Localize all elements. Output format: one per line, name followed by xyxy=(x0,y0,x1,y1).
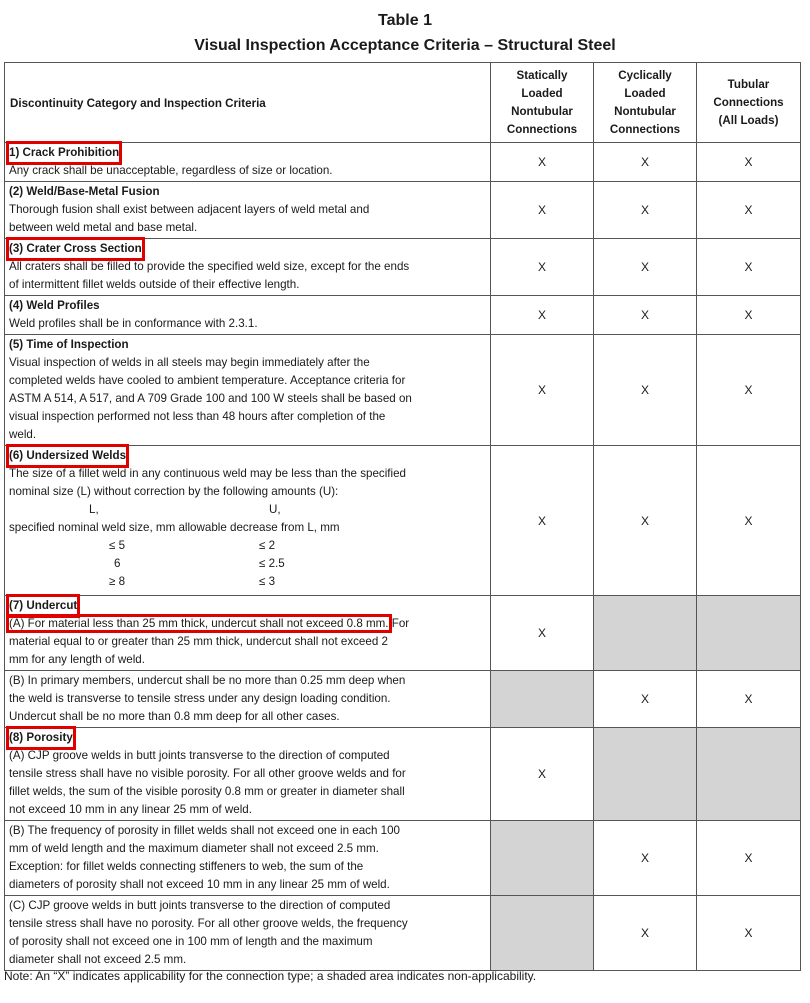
table-row xyxy=(5,671,801,728)
row-heading: (6) Undersized Welds xyxy=(9,447,126,465)
table-row xyxy=(5,896,801,971)
criteria-text: Connections xyxy=(506,122,578,136)
table-row xyxy=(5,821,801,896)
criteria-text: diameters of porosity shall not exceed 10 mm in any linear 25 mm of weld. xyxy=(9,878,390,891)
criteria-text: (B) The frequency of porosity in fillet welds shall not exceed one in each 100 xyxy=(9,824,400,837)
criteria-text: mm of weld length and the maximum diameter shall not exceed 2.5 mm. xyxy=(9,842,379,855)
applicability-mark: X xyxy=(594,671,697,728)
criteria-text: The size of a fillet weld in any continuous weld may be less than the specified xyxy=(9,467,406,480)
criteria-text: material equal to or greater than 25 mm thick, undercut shall not exceed 2 xyxy=(9,635,388,648)
not-applicable-cell xyxy=(491,821,594,896)
criteria-text: Nontubular xyxy=(614,104,676,118)
not-applicable-cell xyxy=(594,596,697,671)
table-row xyxy=(5,296,801,335)
criteria-text: Exception: for fillet welds connecting stiffeners to web, the sum of the xyxy=(9,860,364,873)
criteria-cell xyxy=(5,143,491,182)
criteria-text: tensile stress shall have no visible porosity. For all other groove welds and for xyxy=(9,767,406,780)
applicability-mark: X xyxy=(697,239,801,296)
criteria-cell xyxy=(5,182,491,239)
applicability-mark: X xyxy=(697,143,801,182)
applicability-mark: X xyxy=(594,896,697,971)
row-heading: (2) Weld/Base-Metal Fusion xyxy=(9,185,160,198)
criteria-text: Any crack shall be unacceptable, regardless of size or location. xyxy=(9,164,333,177)
table-note: Note: An “X” indicates applicability for the connection type; a shaded area indicates non-applicability. xyxy=(4,969,537,983)
row-heading: (8) Porosity xyxy=(9,729,73,747)
criteria-cell xyxy=(5,896,491,971)
applicability-mark: X xyxy=(697,182,801,239)
applicability-mark: X xyxy=(594,182,697,239)
header-cyclic xyxy=(594,63,697,143)
criteria-text: nominal size (L) without correction by the following amounts (U): xyxy=(9,485,339,498)
criteria-cell xyxy=(5,728,491,821)
criteria-text: of intermittent fillet welds outside of their effective length. xyxy=(9,278,300,291)
applicability-mark: X xyxy=(697,821,801,896)
criteria-text: (C) CJP groove welds in butt joints transverse to the direction of computed xyxy=(9,899,391,912)
criteria-cell xyxy=(5,239,491,296)
applicability-mark: X xyxy=(491,143,594,182)
row-heading: (5) Time of Inspection xyxy=(9,338,129,351)
criteria-cell xyxy=(5,821,491,896)
criteria-text: Loaded xyxy=(521,86,563,100)
criteria-text: mm for any length of weld. xyxy=(9,653,145,666)
row-heading: 1) Crack Prohibition xyxy=(9,144,119,162)
criteria-text: Cyclically xyxy=(618,68,672,82)
applicability-mark: X xyxy=(697,296,801,335)
applicability-mark: X xyxy=(594,335,697,446)
not-applicable-cell xyxy=(594,728,697,821)
applicability-mark: X xyxy=(594,239,697,296)
applicability-mark: X xyxy=(594,821,697,896)
criteria-text: the weld is transverse to tensile stress under any design loading condition. xyxy=(9,692,391,705)
criteria-cell xyxy=(5,596,491,671)
table-row xyxy=(5,446,801,596)
criteria-text: (A) For material less than 25 mm thick, undercut shall not exceed 0.8 mm. For xyxy=(9,617,410,630)
criteria-text: Statically xyxy=(516,68,568,82)
applicability-mark: X xyxy=(697,335,801,446)
table-row xyxy=(5,335,801,446)
applicability-mark: X xyxy=(697,896,801,971)
criteria-text: fillet welds, the sum of the visible porosity 0.8 mm or greater in diameter shall xyxy=(9,785,405,798)
criteria-text: weld. xyxy=(9,428,37,441)
criteria-text: Tubular xyxy=(727,77,770,91)
criteria-text: Visual inspection of welds in all steels may begin immediately after the xyxy=(9,356,370,369)
header-category: Discontinuity Category and Inspection Criteria xyxy=(5,63,491,143)
applicability-mark: X xyxy=(594,143,697,182)
header-tubular xyxy=(697,63,801,143)
criteria-text: completed welds have cooled to ambient temperature. Acceptance criteria for xyxy=(9,374,406,387)
criteria-table xyxy=(4,62,801,971)
criteria-text: diameter shall not exceed 2.5 mm. xyxy=(9,953,187,966)
not-applicable-cell xyxy=(491,671,594,728)
applicability-mark: X xyxy=(491,335,594,446)
criteria-text: ASTM A 514, A 517, and A 709 Grade 100 and 100 W steels shall be based on xyxy=(9,392,412,405)
criteria-text: between weld metal and base metal. xyxy=(9,221,198,234)
criteria-text: visual inspection performed not less than 48 hours after completion of the xyxy=(9,410,386,423)
criteria-text: tensile stress shall have no porosity. For all other groove welds, the frequency xyxy=(9,917,408,930)
criteria-text: (B) In primary members, undercut shall be no more than 0.25 mm deep when xyxy=(9,674,406,687)
table-row xyxy=(5,596,801,671)
applicability-mark: X xyxy=(491,182,594,239)
criteria-text: Undercut shall be no more than 0.8 mm deep for all other cases. xyxy=(9,710,340,723)
table-row xyxy=(5,182,801,239)
table-title: Table 1 xyxy=(378,12,432,29)
criteria-text: Nontubular xyxy=(511,104,573,118)
applicability-mark: X xyxy=(491,596,594,671)
criteria-text: Connections xyxy=(609,122,681,136)
row-heading: (7) Undercut xyxy=(9,597,77,615)
table-row xyxy=(5,728,801,821)
criteria-cell xyxy=(5,296,491,335)
applicability-mark: X xyxy=(491,239,594,296)
criteria-text: Weld profiles shall be in conformance with 2.3.1. xyxy=(9,317,258,330)
criteria-cell xyxy=(5,671,491,728)
header-row xyxy=(5,63,801,143)
row-heading: (3) Crater Cross Section xyxy=(9,240,142,258)
criteria-text: All craters shall be filled to provide the specified weld size, except for the ends xyxy=(9,260,410,273)
table-row xyxy=(5,239,801,296)
criteria-text: Thorough fusion shall exist between adjacent layers of weld metal and xyxy=(9,203,370,216)
table-subtitle: Visual Inspection Acceptance Criteria – Structural Steel xyxy=(194,37,616,54)
applicability-mark: X xyxy=(697,446,801,596)
criteria-text: (A) CJP groove welds in butt joints transverse to the direction of computed xyxy=(9,749,390,762)
criteria-text: specified nominal weld size, mm allowable decrease from L, mm xyxy=(9,521,340,534)
table-row xyxy=(5,143,801,182)
applicability-mark: X xyxy=(491,296,594,335)
header-static xyxy=(491,63,594,143)
criteria-cell xyxy=(5,335,491,446)
criteria-cell: (6) Undersized Welds The size of a fillet weld in any continuous weld may be less than the specified nominal size (L) without correction by the following amounts (U): L, U, specified nominal weld size, mm allowable decrease from L, mm ≤ 5 ≤ 2 6 ≤ 2.5 ≥ 8 ≤ 3 xyxy=(5,446,491,596)
applicability-mark: X xyxy=(697,671,801,728)
applicability-mark: X xyxy=(594,446,697,596)
criteria-text: Connections xyxy=(713,95,784,109)
criteria-text: Loaded xyxy=(624,86,666,100)
not-applicable-cell xyxy=(697,728,801,821)
criteria-text: (All Loads) xyxy=(718,113,779,127)
row-heading: (4) Weld Profiles xyxy=(9,299,100,312)
applicability-mark: X xyxy=(491,728,594,821)
criteria-text: not exceed 10 mm in any linear 25 mm of weld. xyxy=(9,803,252,816)
criteria-text: of porosity shall not exceed one in 100 mm of length and the maximum xyxy=(9,935,373,948)
applicability-mark: X xyxy=(594,296,697,335)
not-applicable-cell xyxy=(491,896,594,971)
not-applicable-cell xyxy=(697,596,801,671)
applicability-mark: X xyxy=(491,446,594,596)
